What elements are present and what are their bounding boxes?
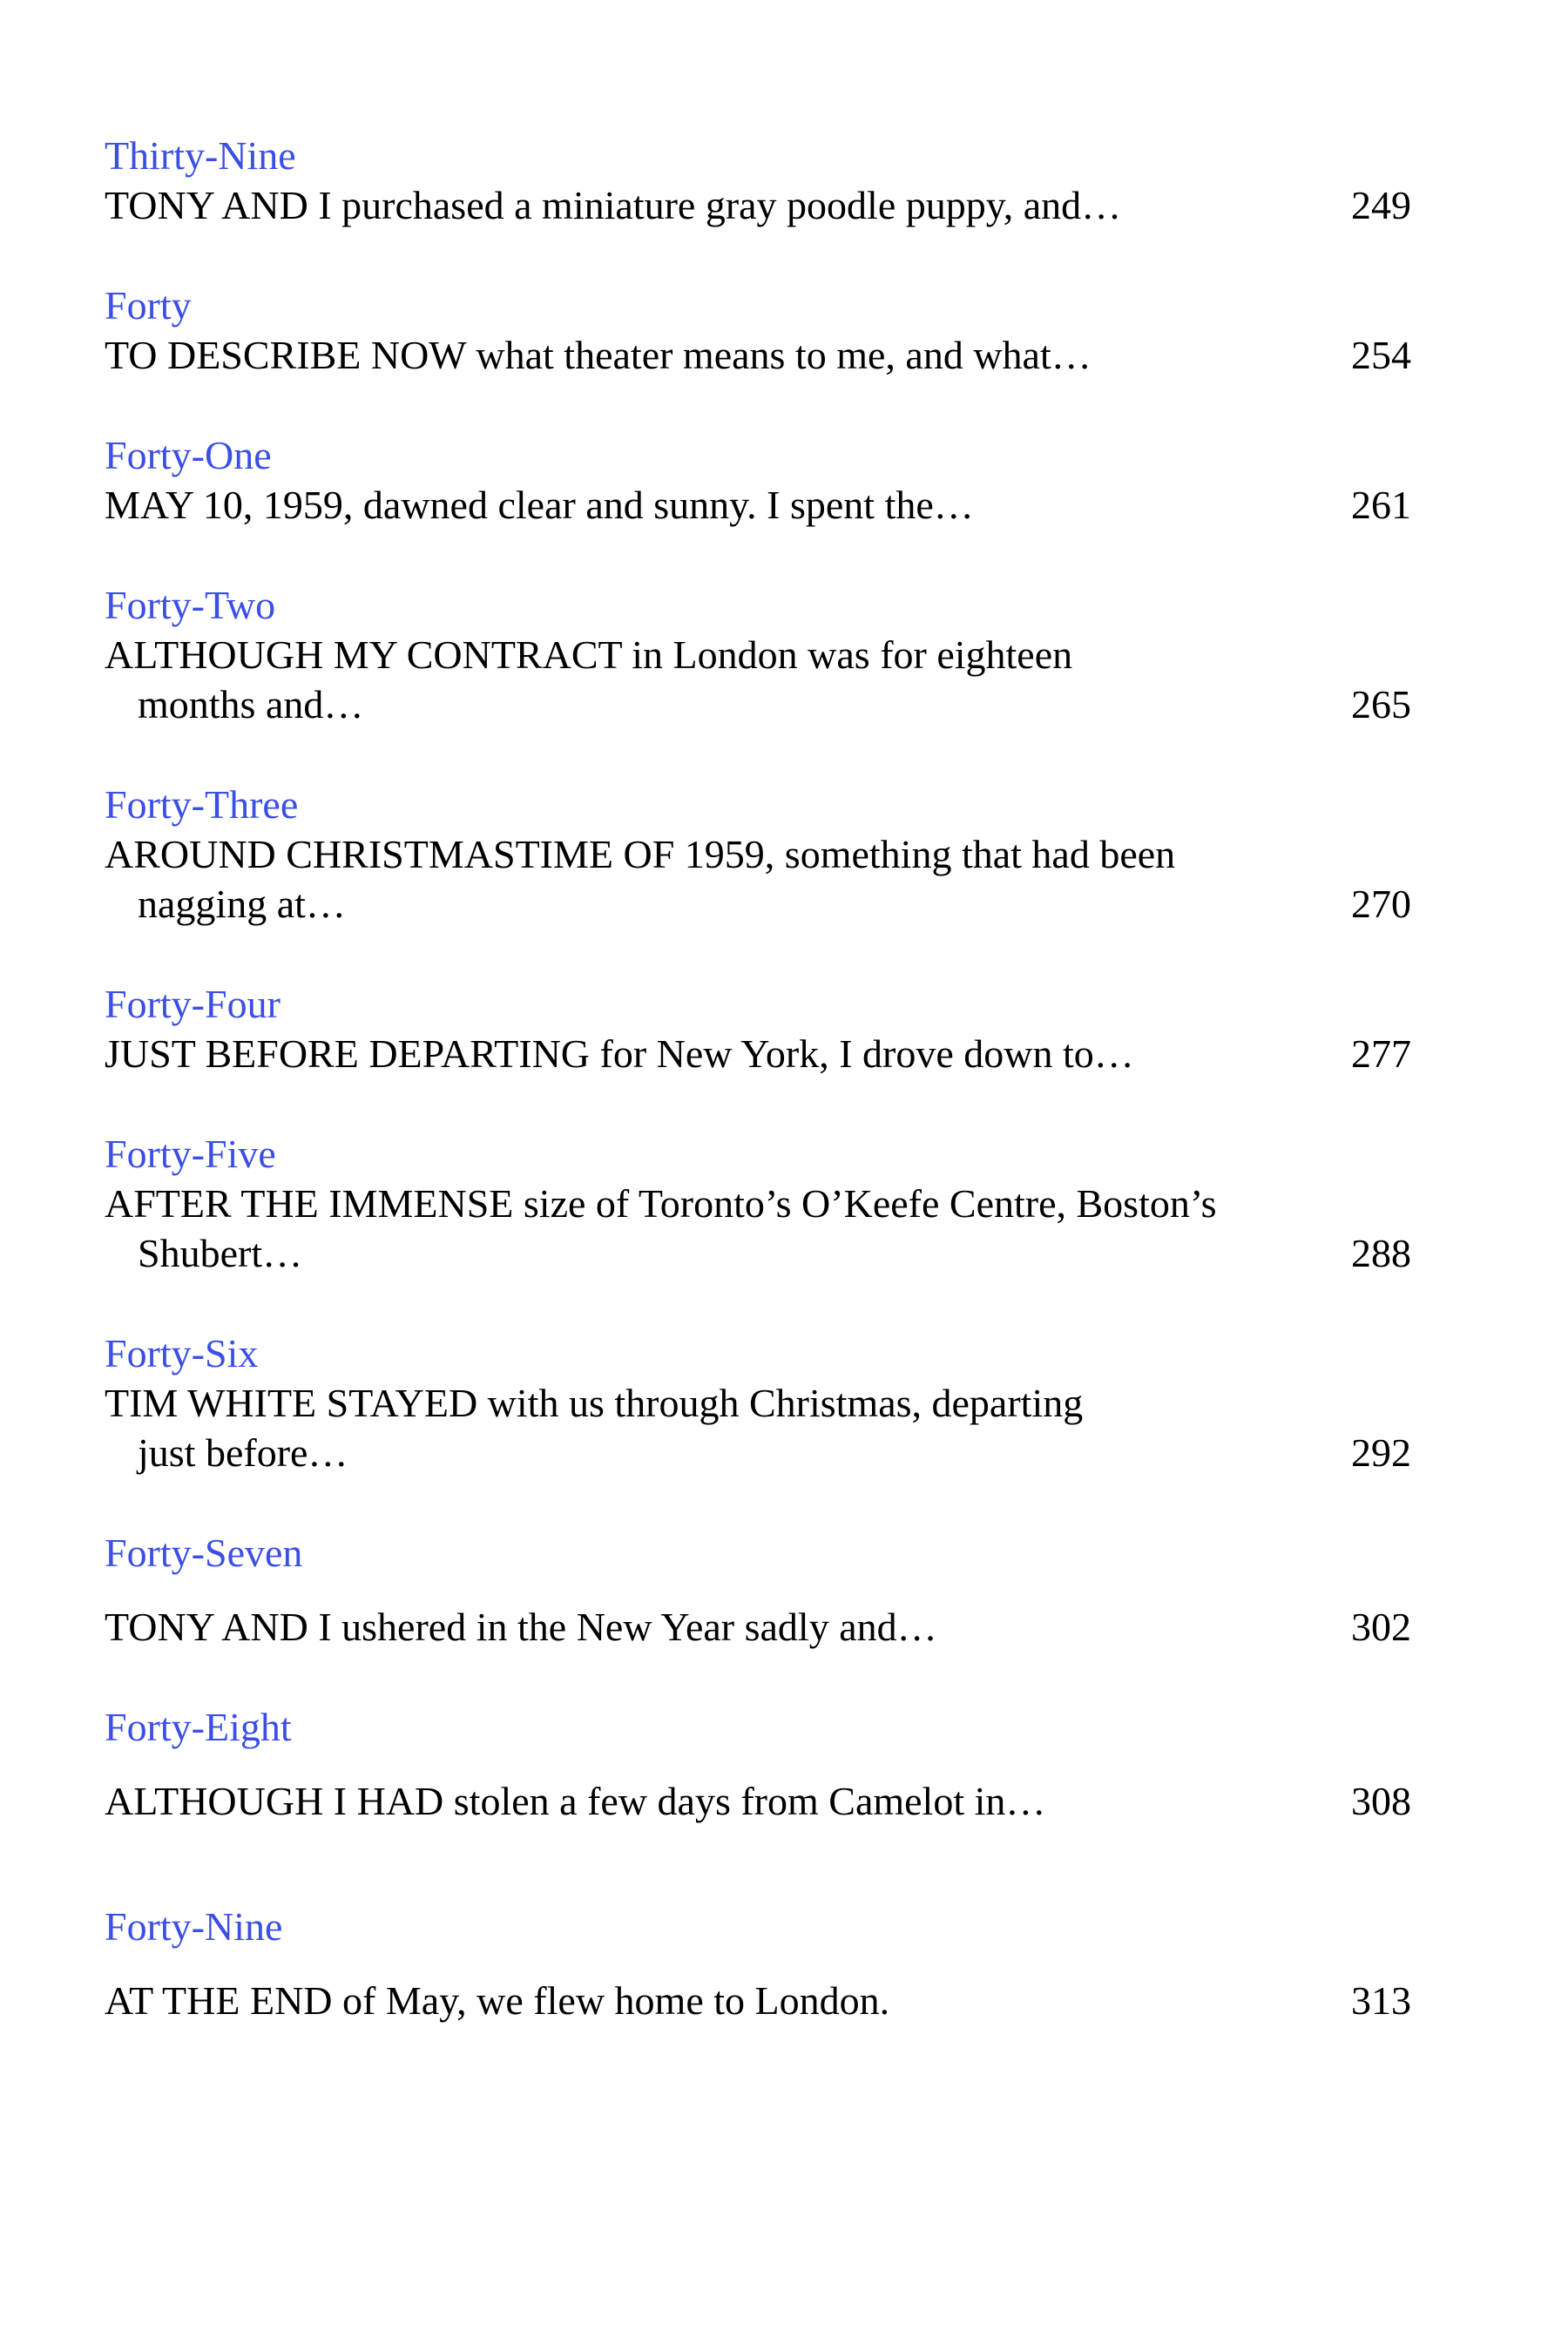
toc-entry (105, 1328, 1411, 1477)
excerpt-text: TO DESCRIBE NOW what theater means to me, and what… (105, 333, 1092, 377)
excerpt-line-2: months and… (138, 682, 364, 727)
chapter-excerpt (105, 330, 1411, 380)
excerpt-text: ALTHOUGH I HAD stolen a few days from Camelot in… (105, 1779, 1046, 1823)
page-number: 308 (1351, 1779, 1411, 1823)
excerpt-line-2: just before… (138, 1430, 348, 1475)
chapter-excerpt (105, 1378, 1411, 1477)
chapter-excerpt (105, 1602, 1411, 1652)
chapter-excerpt (105, 1976, 1411, 2025)
chapter-excerpt (105, 1776, 1411, 1826)
excerpt-text: AT THE END of May, we flew home to London. (105, 1978, 890, 2023)
page-number: 254 (1351, 333, 1411, 377)
chapter-link-forty-six[interactable]: Forty-Six (105, 1331, 259, 1375)
chapter-excerpt (105, 480, 1411, 530)
excerpt-line-1: TIM WHITE STAYED with us through Christmas, departing (105, 1381, 1084, 1425)
excerpt-line-1: ALTHOUGH MY CONTRACT in London was for eighteen (105, 632, 1073, 677)
toc-entry (105, 780, 1411, 929)
chapter-link-forty-five[interactable]: Forty-Five (105, 1132, 276, 1176)
page-number: 313 (1351, 1978, 1411, 2023)
page-number: 249 (1351, 183, 1411, 227)
toc-entry (105, 1902, 1411, 2025)
excerpt-text (105, 1378, 1272, 1477)
chapter-link-forty-eight[interactable]: Forty-Eight (105, 1705, 292, 1749)
toc-entry (105, 1528, 1411, 1652)
chapter-link-forty-two[interactable]: Forty-Two (105, 583, 276, 627)
toc-entry (105, 1129, 1411, 1278)
excerpt-text: TONY AND I ushered in the New Year sadly and… (105, 1605, 937, 1649)
toc-entry (105, 1702, 1411, 1826)
page-number: 261 (1351, 483, 1411, 527)
excerpt-text (105, 630, 1272, 729)
excerpt-line-2: nagging at… (138, 882, 346, 926)
chapter-excerpt (105, 1029, 1411, 1078)
excerpt-line-1: AROUND CHRISTMASTIME OF 1959, something that had been (105, 832, 1176, 876)
toc-entry (105, 280, 1411, 380)
chapter-link-forty-one[interactable]: Forty-One (105, 433, 272, 477)
chapter-link-thirty-nine[interactable]: Thirty-Nine (105, 133, 296, 178)
page-number: 277 (1351, 1031, 1411, 1076)
toc-entry (105, 580, 1411, 729)
excerpt-text: MAY 10, 1959, dawned clear and sunny. I spent the… (105, 483, 974, 527)
chapter-excerpt (105, 180, 1411, 230)
excerpt-line-2: Shubert… (138, 1231, 303, 1275)
chapter-link-forty-four[interactable]: Forty-Four (105, 982, 280, 1026)
excerpt-text (105, 1179, 1272, 1278)
page-number: 270 (1351, 882, 1411, 926)
chapter-excerpt (105, 1179, 1411, 1278)
page-number: 302 (1351, 1605, 1411, 1649)
excerpt-line-1: AFTER THE IMMENSE size of Toronto’s O’Keefe Centre, Boston’s (105, 1181, 1217, 1226)
chapter-link-forty-nine[interactable]: Forty-Nine (105, 1904, 283, 1949)
excerpt-text (105, 829, 1272, 929)
excerpt-text: TONY AND I purchased a miniature gray poodle puppy, and… (105, 183, 1122, 227)
excerpt-text: JUST BEFORE DEPARTING for New York, I drove down to… (105, 1031, 1134, 1076)
chapter-link-forty-three[interactable]: Forty-Three (105, 782, 299, 827)
toc-entry (105, 131, 1411, 230)
page-number: 265 (1351, 682, 1411, 727)
page-number: 288 (1351, 1231, 1411, 1275)
chapter-excerpt (105, 630, 1411, 729)
chapter-link-forty-seven[interactable]: Forty-Seven (105, 1531, 303, 1575)
toc-entry (105, 979, 1411, 1078)
table-of-contents (105, 131, 1411, 2025)
page-number: 292 (1351, 1430, 1411, 1475)
toc-entry (105, 430, 1411, 530)
chapter-excerpt (105, 829, 1411, 929)
chapter-link-forty[interactable]: Forty (105, 283, 192, 328)
